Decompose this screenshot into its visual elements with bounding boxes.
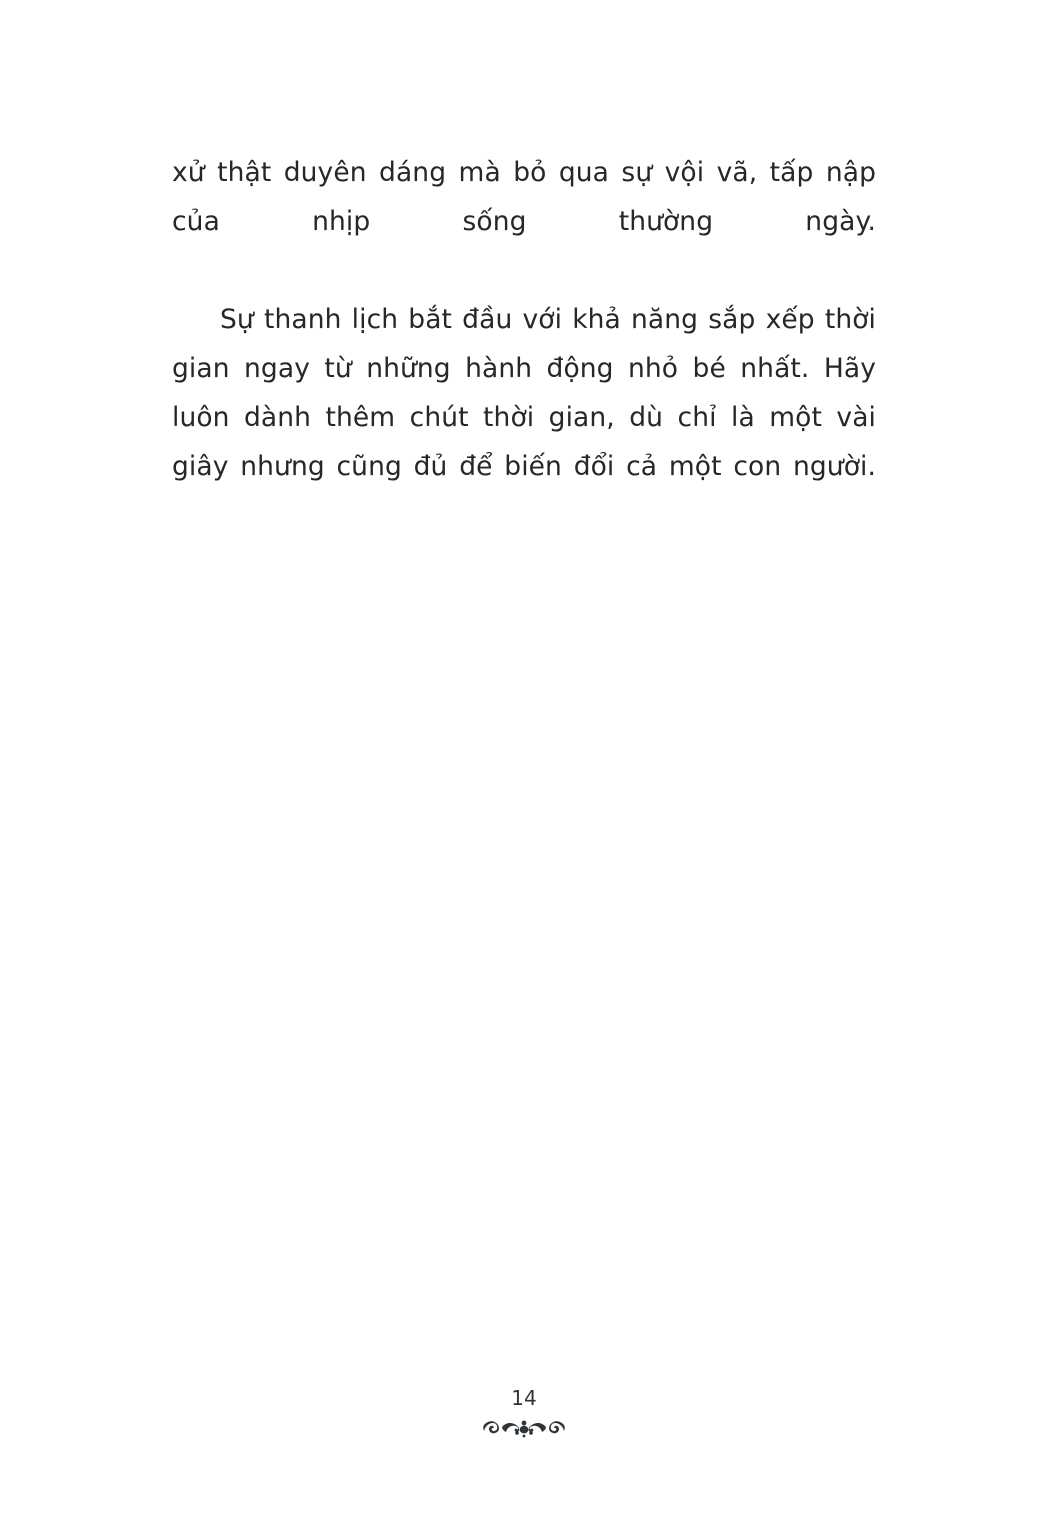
page-number: 14 [511,1386,537,1410]
paragraph-body: Sự thanh lịch bắt đầu với khả năng sắp xếp thời gian ngay từ những hành động nhỏ bé nhất. Hãy luôn dành thêm chút thời gian, dù chỉ là một vài giây nhưng cũng đủ để biến đổi cả một con người. [172,304,876,482]
page-footer [0,1388,1048,1442]
flourish-ornament-icon [478,1414,570,1442]
body-text [172,148,876,540]
paragraph-continued: xử thật duyên dáng mà bỏ qua sự vội vã, tấp nập của nhịp sống thường ngày. [172,157,876,237]
